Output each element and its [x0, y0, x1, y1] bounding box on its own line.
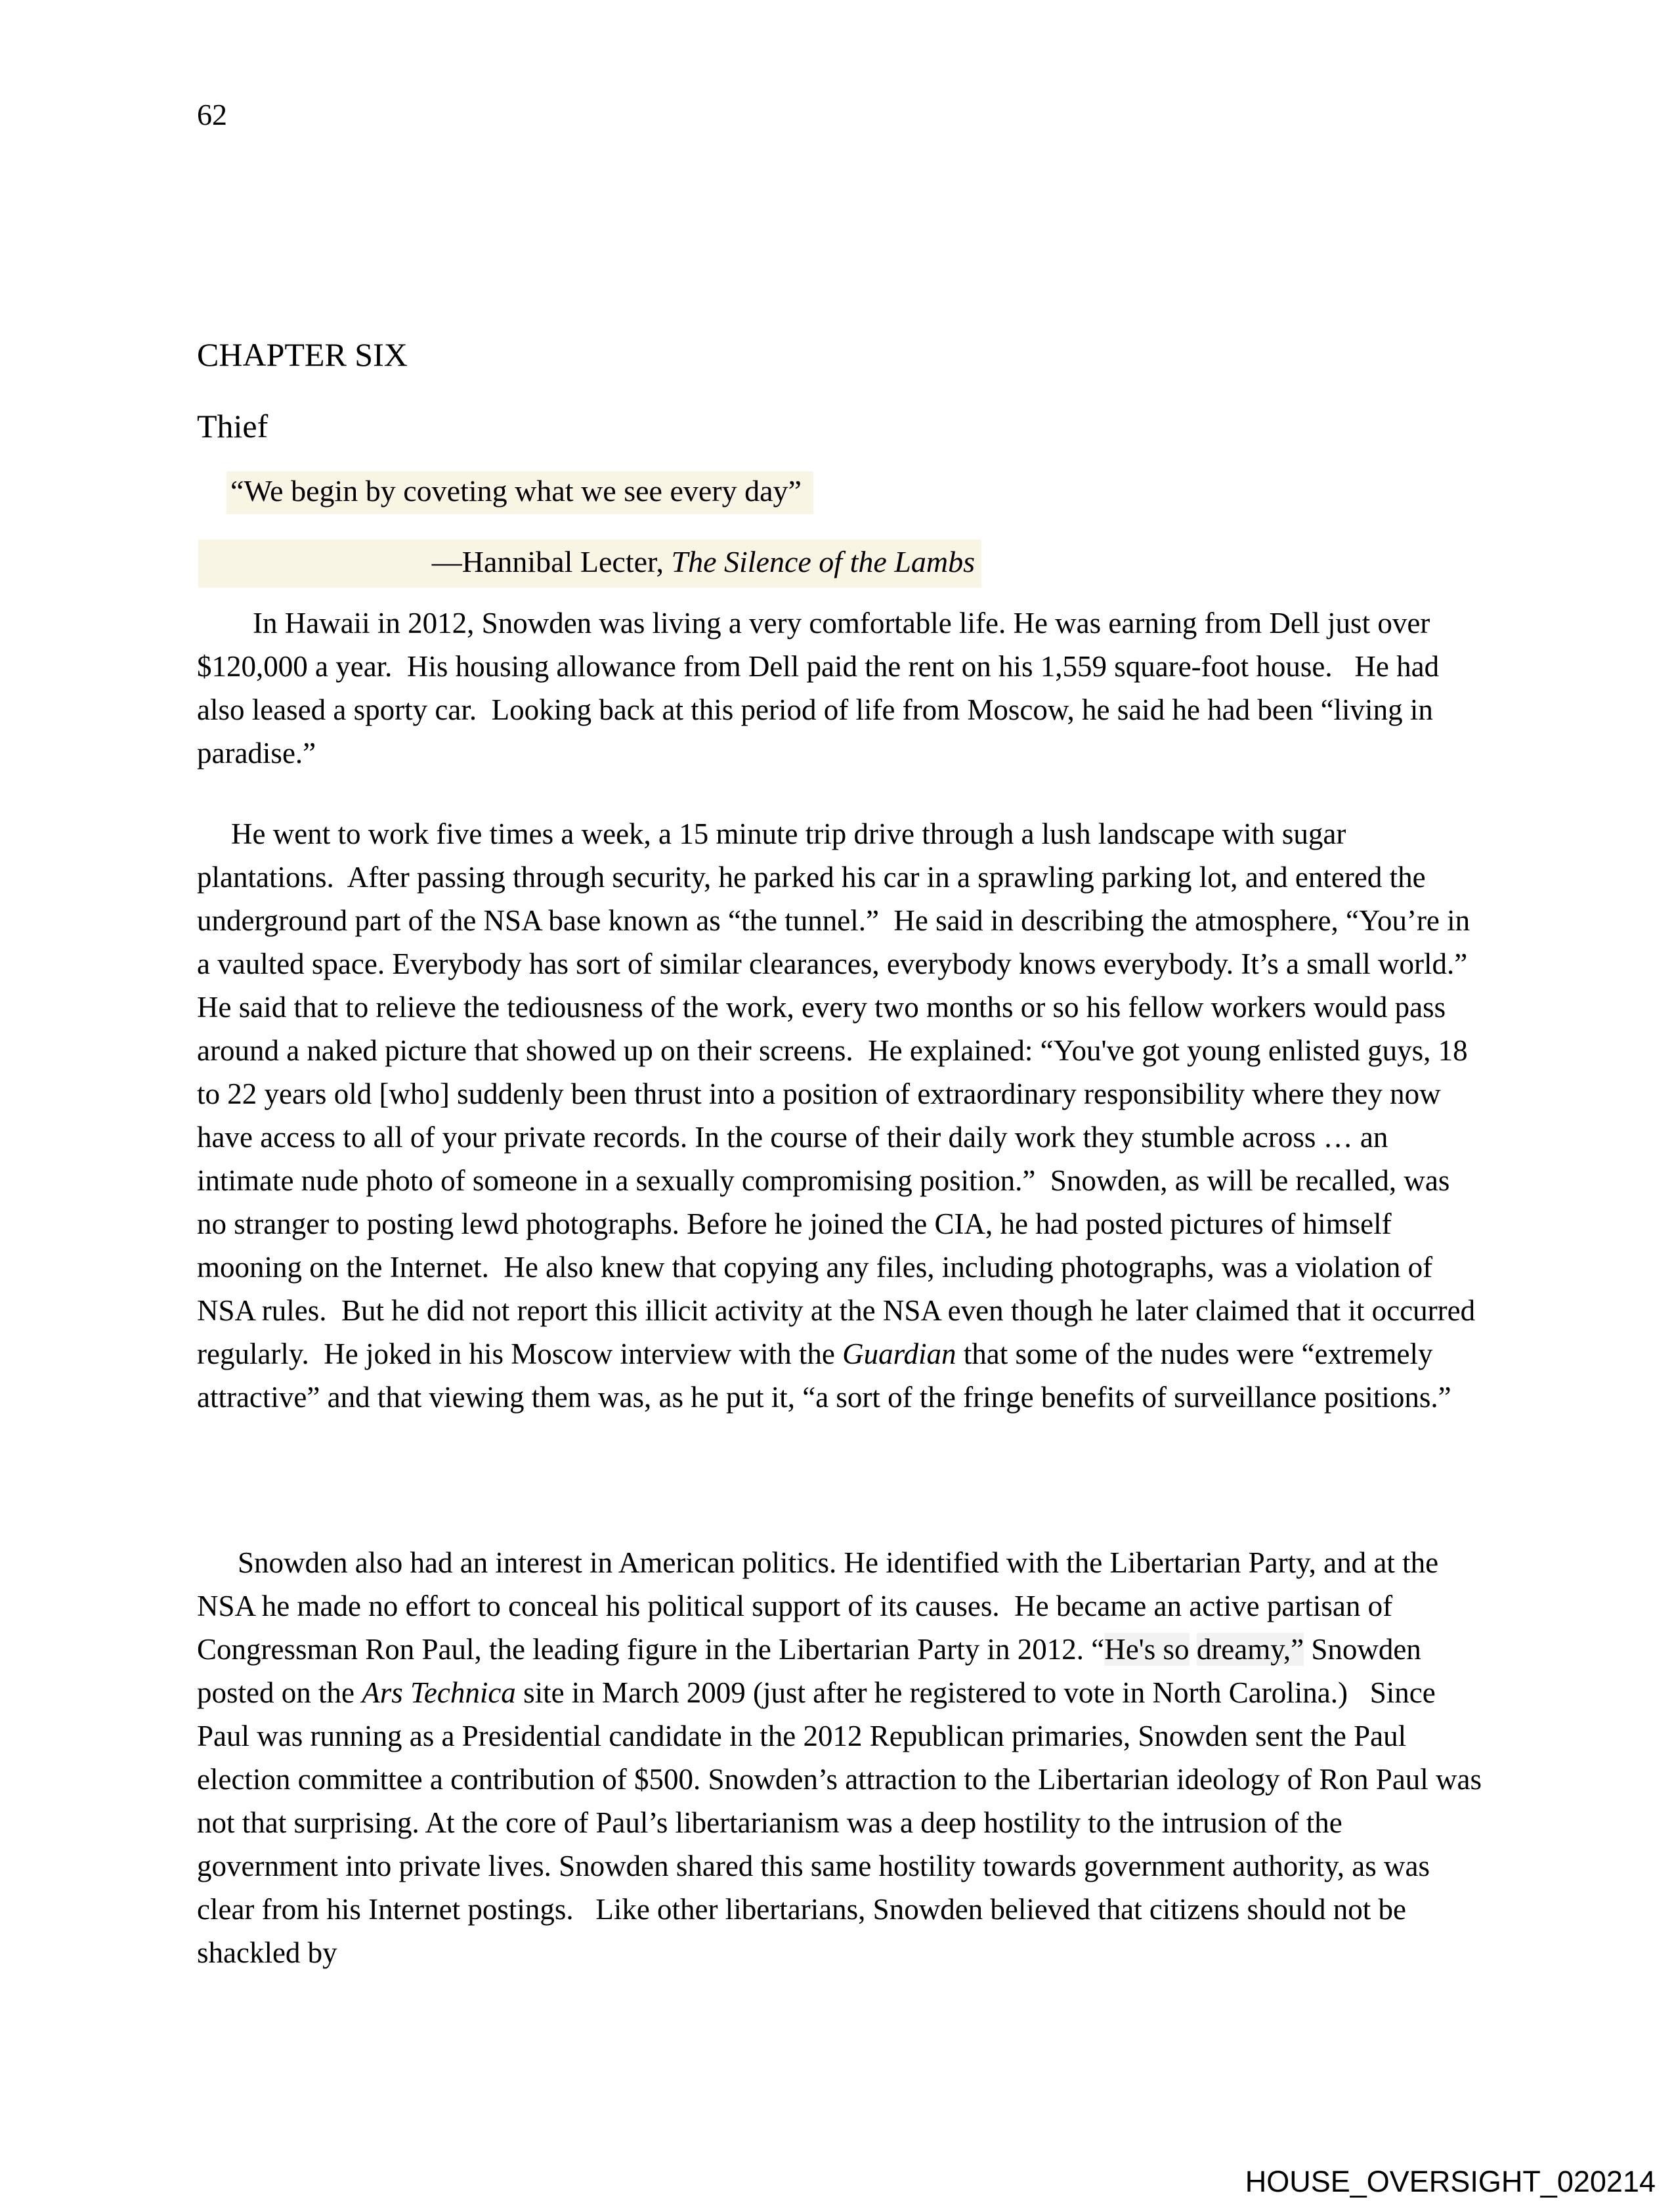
paragraph-hawaii-life-text: In Hawaii in 2012, Snowden was living a very comfortable life. He was earning from Dell just over $120,000 a year. His housing allowance from Dell paid the rent on his 1,559 square-foot house. He had also leased a sporty car. Looking back at this period of life from Moscow, he said he had been “living in paradise.” — [197, 607, 1447, 770]
chapter-subtitle: Thief — [197, 408, 268, 445]
page-number: 62 — [197, 98, 227, 131]
paragraph-nsa-tunnel — [197, 812, 1482, 1419]
paragraph-nsa-tunnel-text-b: that some of the nudes were “extremely attractive” and that viewing them was, as he put it, “a sort of the fringe benefits of surveillance positions.” — [197, 1337, 1451, 1414]
epigraph-quote — [226, 473, 813, 509]
bates-stamp: HOUSE_OVERSIGHT_020214 — [1245, 2165, 1656, 2198]
highlight-dreamy: dreamy,” — [1196, 1633, 1304, 1666]
ars-technica-title-italic: Ars Technica — [362, 1676, 516, 1709]
chapter-heading: CHAPTER SIX — [197, 336, 408, 373]
epigraph-attribution — [198, 540, 981, 588]
paragraph-nsa-tunnel-text-a: He went to work five times a week, a 15 minute trip drive through a lush landscape with sugar plantations. After passing through security, he parked his car in a sprawling parking lot, and entered the underground part of the NSA base known as “the tunnel.” He said in describing the atmosphere, “You’re in a vaulted space. Everybody has sort of similar clearances, everybody knows everybody. It’s a small world.” He said that to relieve the tediousness of the work, every two months or so his fellow workers would pass around a naked picture that showed up on their screens. He explained: “You've got young enlisted guys, 18 to 22 years old [who] suddenly been thrust into a position of extraordinary responsibility where they now have access to all of your private records. In the course of their daily work they stumble across … an intimate nude photo of someone in a sexually compromising position.” Snowden, as will be recalled, was no stranger to posting lewd photographs. Before he joined the CIA, he had posted pictures of himself mooning on the Internet. He also knew that copying any files, including photographs, was a violation of NSA rules. But he did not report this illicit activity at the NSA even though he later claimed that it occurred regularly. He joked in his Moscow interview with the — [197, 817, 1483, 1370]
guardian-title-italic: Guardian — [842, 1337, 956, 1370]
paragraph-libertarian-text-c: site in March 2009 (just after he registered to vote in North Carolina.) Since Paul was running as a Presidential candidate in the 2012 Republican primaries, Snowden sent the Paul election committee a contribution of $500. Snowden’s attraction to the Libertarian ideology of Ron Paul was not that surprising. At the core of Paul’s libertarianism was a deep hostility to the intrusion of the government into private lives. Snowden shared this same hostility towards government authority, as was clear from his Internet postings. Like other libertarians, Snowden believed that citizens should not be shackled by — [197, 1676, 1490, 1969]
paragraph-libertarian-text-b: Snowden posted on the — [197, 1633, 1429, 1709]
highlight-hes-so: He's so — [1104, 1633, 1190, 1666]
paragraph-libertarian-separator — [1190, 1633, 1197, 1666]
paragraph-hawaii-life — [197, 601, 1482, 775]
epigraph-attribution-work-title: The Silence of the Lambs — [671, 545, 975, 578]
paragraph-libertarian-text-a: Snowden also had an interest in American politics. He identified with the Libertarian Party, and at the NSA he made no effort to conceal his political support of its causes. He became an active partisan of Congressman Ron Paul, the leading figure in the Libertarian Party in 2012. “ — [197, 1546, 1446, 1666]
paragraph-libertarian-politics — [197, 1541, 1490, 1974]
epigraph-quote-text: “We begin by coveting what we see every day” — [226, 471, 813, 514]
epigraph-attribution-lead: —Hannibal Lecter, — [431, 545, 672, 578]
